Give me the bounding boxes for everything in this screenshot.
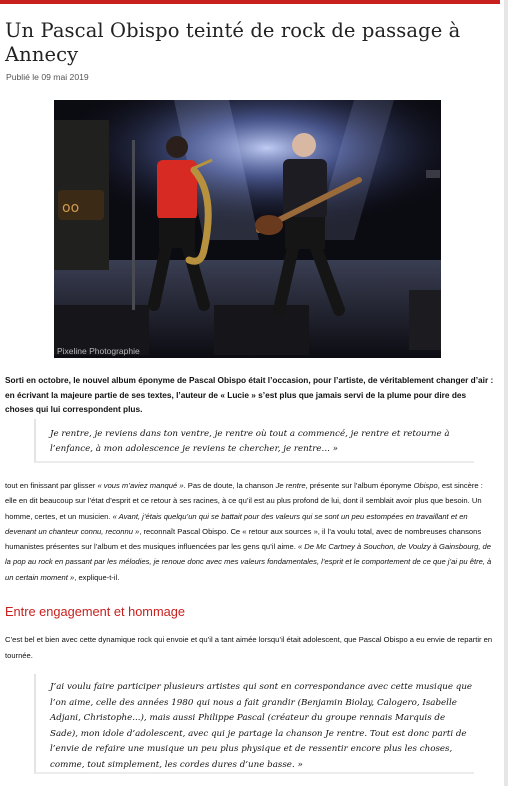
paragraph-text-run: , explique-t-il.	[74, 572, 120, 582]
scrollbar-track[interactable]	[504, 0, 508, 786]
svg-text:oo: oo	[62, 200, 80, 216]
publish-date: Publié le 09 mai 2019	[6, 72, 89, 82]
paragraph-text-run: , présente sur l’album éponyme	[305, 481, 414, 490]
paragraph-text-run: . Pas de doute, la chanson	[183, 481, 276, 490]
article-title: Un Pascal Obispo teinté de rock de passage à Annecy	[5, 19, 461, 66]
paragraph-text-run: , est sincère : elle en dit beaucoup sur l’état d’esprit et ce retour à ses racines, à ce qu’il est au plus profond de lui, dont il semblait avoir plus que besoin. Un homme, certes, et un musicien.	[5, 481, 483, 521]
paragraph-italic-run: Je rentre	[275, 481, 306, 490]
blockquote-1: Je rentre, je reviens dans ton ventre, je rentre où tout a commencé, je rentre et retourne à l’enfance, à mon adolescence je reviens te chercher, je rentre... »	[34, 419, 474, 463]
article-paragraph-2: C’est bel et bien avec cette dynamique rock qui envoie et qu’il a tant aimée lorsqu’il était adolescent, que Pascal Obispo a eu envie de repartir en tournée.	[5, 635, 493, 661]
blockquote-2: J’ai voulu faire participer plusieurs artistes qui sont en correspondance avec cette musique que l’on aime, celle des années 1980 qui nous a fait grandir (Benjamin Biolay, Calogero, Isabelle Adjani, Christophe...), mais aussi Philippe Pascal (créateur du groupe rennais Marquis de Sade), mon idole d’adolescent, avec qui je partage la chanson Je rentre. Tout est donc parti de l’envie de refaire une musique un peu plus physique et de ressentir encore plus les choses, comme, tout simplement, les cordes dures d’une basse. »	[34, 674, 474, 774]
paragraph-italic-run: Obispo	[413, 481, 438, 490]
photo-credit: Pixeline Photographie	[57, 346, 140, 356]
top-accent-bar	[0, 0, 500, 4]
paragraph-text-run: tout en finissant par glisser	[5, 481, 98, 490]
paragraph-text-run: , reconnaît Pascal Obispo. Ce « retour aux sources », il l’a voulu total, avec de nombreuses chansons humanistes présentes sur l’album et des musiques influencées par les gens qu’il aime.	[5, 526, 482, 552]
paragraph-italic-run: « De Mc Cartney à Souchon, de Voulzy à Gainsbourg, de la pop au rock en passant par les mélodies, je renoue donc avec mes valeurs fondamentales, l’esprit et le comportement de ce que j’ai pu être, à un certain moment »	[5, 542, 492, 582]
article-header	[5, 19, 495, 82]
article-photo	[54, 100, 441, 358]
article-lead: Sorti en octobre, le nouvel album éponyme de Pascal Obispo était l’occasion, pour l’artiste, de véritablement changer d’air : en écrivant la majeure partie de ses textes, l’auteur de « Lucie » s’est plus que jamais servi de la plume pour dire des choses qui lui correspondent plus.	[5, 375, 494, 415]
concert-photo-illustration	[54, 100, 441, 358]
paragraph-italic-run: « Avant, j’étais quelqu’un qui se battait pour des valeurs qui se sont un peu estompées en travaillant et en devenant un chanteur connu, reconnu »	[5, 511, 468, 536]
article-paragraph-1	[5, 478, 495, 585]
section-subheading: Entre engagement et hommage	[5, 604, 185, 619]
paragraph-italic-run: « vous m’aviez manqué »	[97, 481, 184, 490]
